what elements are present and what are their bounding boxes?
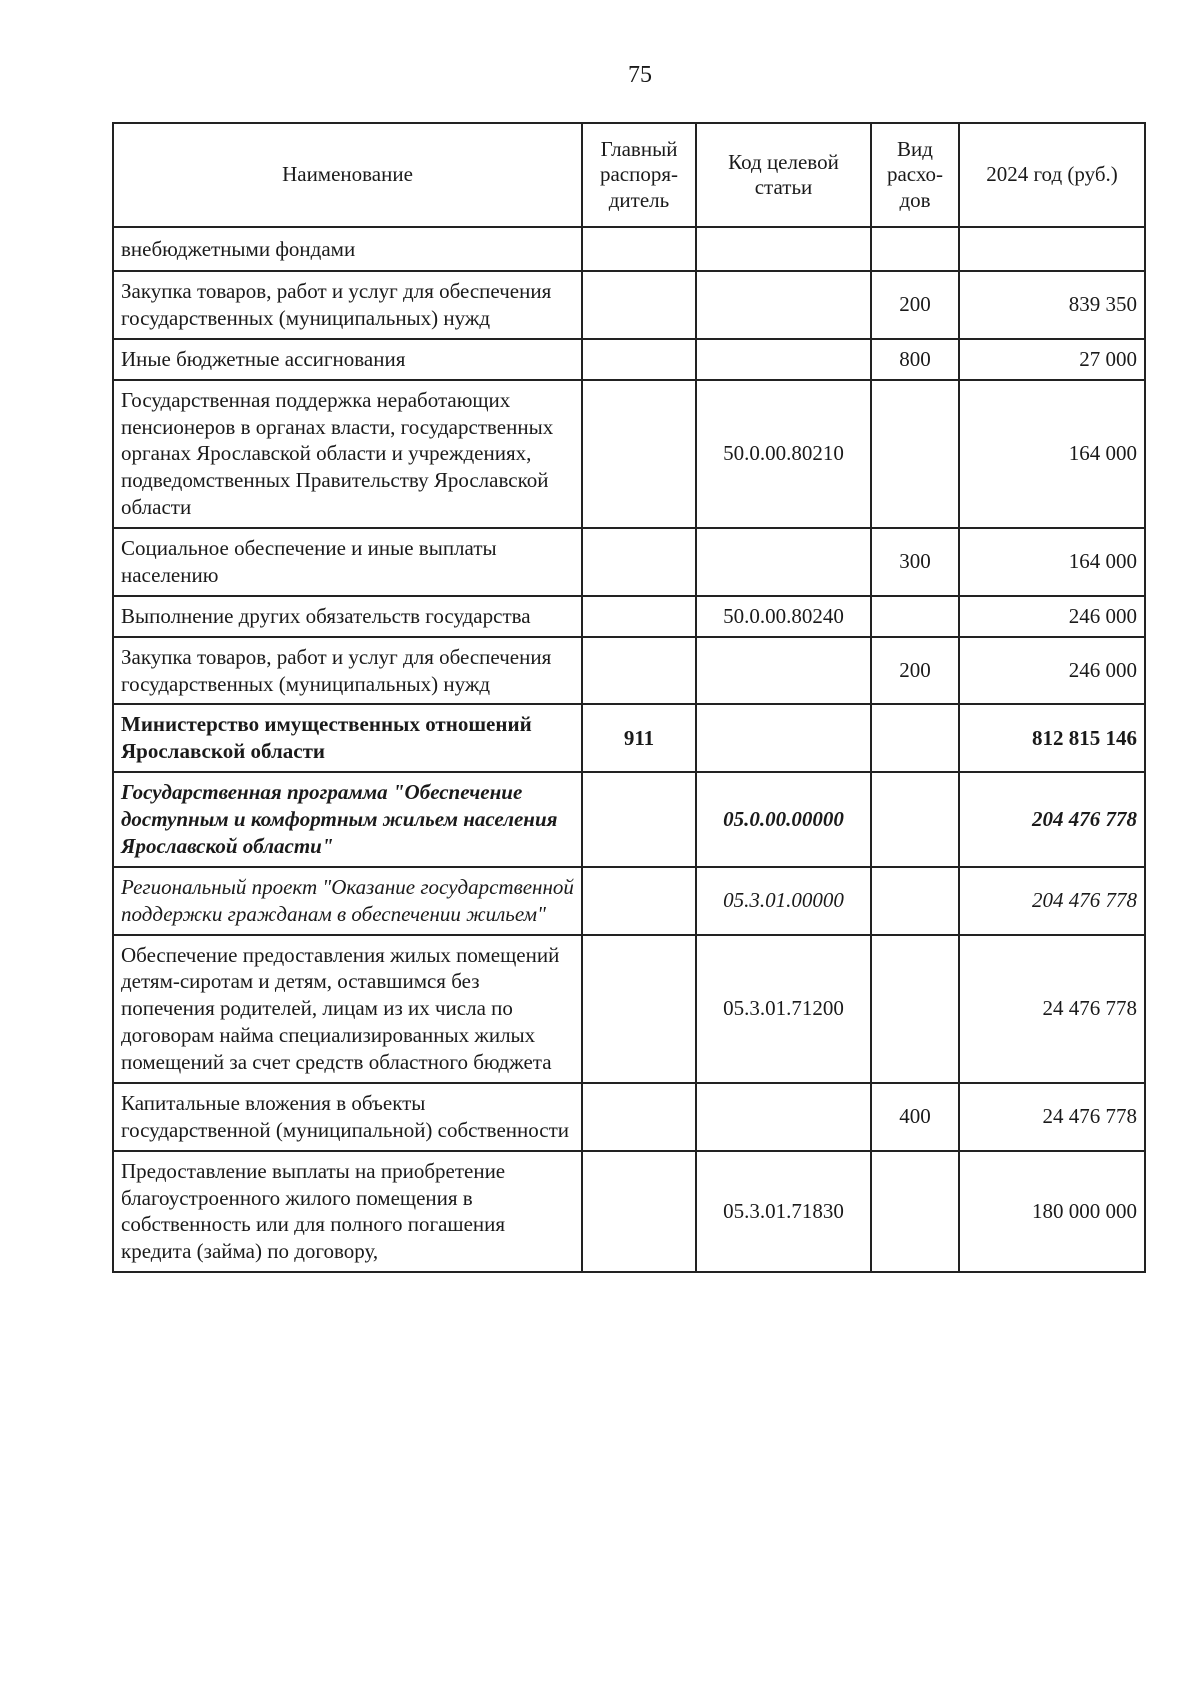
row-target-code: 05.3.01.71200 (696, 935, 871, 1083)
row-expense-type (871, 935, 959, 1083)
row-amount: 27 000 (959, 339, 1145, 380)
row-target-code (696, 1083, 871, 1151)
table-row (113, 935, 1145, 1083)
row-main-manager (582, 867, 696, 935)
table-row (113, 867, 1145, 935)
row-expense-type: 300 (871, 528, 959, 596)
row-expense-type: 400 (871, 1083, 959, 1151)
row-main-manager (582, 380, 696, 528)
header-name: Наименование (113, 123, 582, 227)
row-main-manager (582, 339, 696, 380)
row-target-code (696, 637, 871, 705)
row-main-manager (582, 227, 696, 271)
row-target-code (696, 227, 871, 271)
row-target-code: 05.0.00.00000 (696, 772, 871, 867)
row-amount: 839 350 (959, 271, 1145, 339)
row-main-manager (582, 528, 696, 596)
row-expense-type (871, 704, 959, 772)
row-amount: 164 000 (959, 380, 1145, 528)
row-name: Капитальные вложения в объекты государственной (муниципальной) собственности (113, 1083, 582, 1151)
table-row (113, 227, 1145, 271)
row-expense-type (871, 380, 959, 528)
row-name: Государственная программа "Обеспечение доступным и комфортным жильем населения Ярославской области" (113, 772, 582, 867)
row-expense-type (871, 867, 959, 935)
row-name: внебюджетными фондами (113, 227, 582, 271)
row-target-code: 50.0.00.80240 (696, 596, 871, 637)
row-main-manager: 911 (582, 704, 696, 772)
row-name: Выполнение других обязательств государства (113, 596, 582, 637)
row-name: Министерство имущественных отношений Ярославской области (113, 704, 582, 772)
row-expense-type: 200 (871, 637, 959, 705)
row-expense-type (871, 1151, 959, 1273)
row-name: Региональный проект "Оказание государственной поддержки гражданам в обеспечении жильем" (113, 867, 582, 935)
budget-table (112, 122, 1146, 1273)
row-name: Государственная поддержка неработающих пенсионеров в органах власти, государственных органах Ярославской области и учреждениях, подведомственных Правительству Ярославской области (113, 380, 582, 528)
row-name: Социальное обеспечение и иные выплаты населению (113, 528, 582, 596)
row-target-code (696, 339, 871, 380)
row-main-manager (582, 1083, 696, 1151)
row-amount: 164 000 (959, 528, 1145, 596)
row-main-manager (582, 1151, 696, 1273)
header-amount: 2024 год (руб.) (959, 123, 1145, 227)
row-expense-type (871, 596, 959, 637)
row-target-code (696, 528, 871, 596)
table-row (113, 528, 1145, 596)
table-row (113, 1083, 1145, 1151)
row-expense-type: 800 (871, 339, 959, 380)
row-target-code: 50.0.00.80210 (696, 380, 871, 528)
row-amount: 24 476 778 (959, 1083, 1145, 1151)
header-main-manager: Главный распоря-дитель (582, 123, 696, 227)
row-expense-type: 200 (871, 271, 959, 339)
row-main-manager (582, 271, 696, 339)
row-amount (959, 227, 1145, 271)
page-number: 75 (628, 62, 652, 88)
row-amount: 180 000 000 (959, 1151, 1145, 1273)
table-row (113, 1151, 1145, 1273)
row-amount: 204 476 778 (959, 772, 1145, 867)
row-amount: 246 000 (959, 637, 1145, 705)
row-target-code (696, 271, 871, 339)
table-header-row (113, 123, 1145, 227)
row-amount: 24 476 778 (959, 935, 1145, 1083)
table-row (113, 339, 1145, 380)
row-name: Обеспечение предоставления жилых помещений детям-сиротам и детям, оставшимся без попечения родителей, лицам из их числа по договорам найма специализированных жилых помещений за счет средств областного бюджета (113, 935, 582, 1083)
table-row (113, 704, 1145, 772)
row-main-manager (582, 637, 696, 705)
header-target-code: Код целевой статьи (696, 123, 871, 227)
row-target-code (696, 704, 871, 772)
table-row (113, 772, 1145, 867)
row-name: Закупка товаров, работ и услуг для обеспечения государственных (муниципальных) нужд (113, 637, 582, 705)
row-target-code: 05.3.01.00000 (696, 867, 871, 935)
row-amount: 246 000 (959, 596, 1145, 637)
row-name: Иные бюджетные ассигнования (113, 339, 582, 380)
row-main-manager (582, 596, 696, 637)
table-row (113, 596, 1145, 637)
row-expense-type (871, 772, 959, 867)
row-amount: 204 476 778 (959, 867, 1145, 935)
row-name: Предоставление выплаты на приобретение благоустроенного жилого помещения в собственность или для полного погашения кредита (займа) по договору, (113, 1151, 582, 1273)
header-expense-type: Вид расхо-дов (871, 123, 959, 227)
row-name: Закупка товаров, работ и услуг для обеспечения государственных (муниципальных) нужд (113, 271, 582, 339)
row-main-manager (582, 772, 696, 867)
row-target-code: 05.3.01.71830 (696, 1151, 871, 1273)
table-row (113, 380, 1145, 528)
table-row (113, 271, 1145, 339)
row-expense-type (871, 227, 959, 271)
table-row (113, 637, 1145, 705)
row-main-manager (582, 935, 696, 1083)
row-amount: 812 815 146 (959, 704, 1145, 772)
